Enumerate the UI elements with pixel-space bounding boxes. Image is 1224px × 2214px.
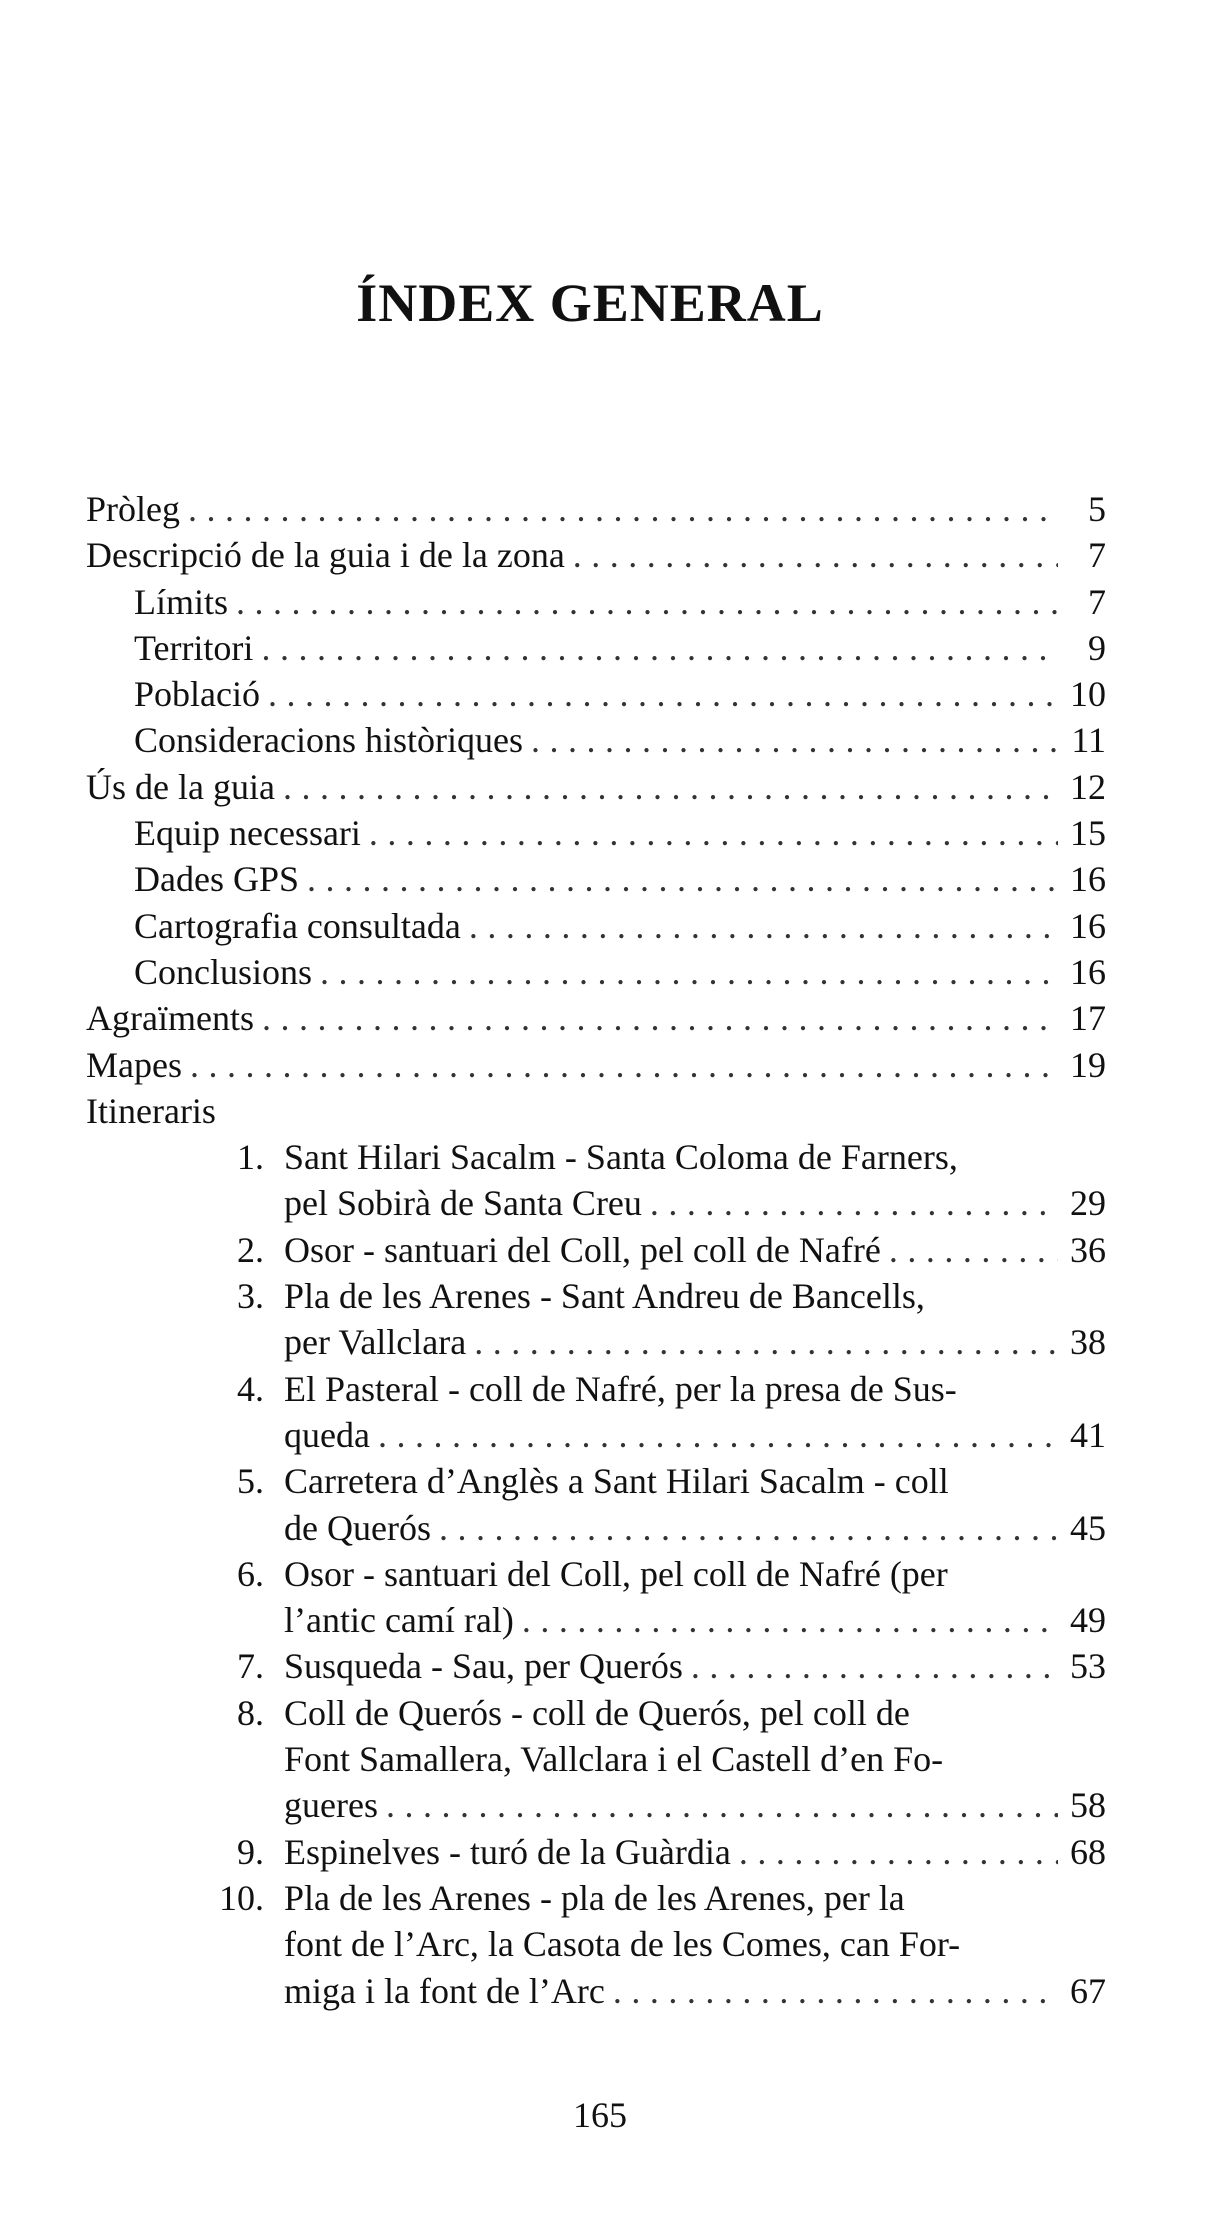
- itinerary-title-line: Osor - santuari del Coll, pel coll de Nafré: [284, 1229, 881, 1270]
- toc-entry-page: 17: [1070, 998, 1106, 1039]
- itinerary-entry[interactable]: [86, 1458, 1106, 1504]
- toc-entry-page: 11: [1071, 720, 1106, 761]
- itinerary-entry-cont[interactable]: [86, 1968, 1106, 2014]
- dot-leader: [573, 532, 1058, 578]
- toc-entry-page: 7: [1088, 535, 1106, 576]
- itinerary-title-line: miga i la font de l’Arc: [284, 1970, 605, 2011]
- toc-entry-label: Agraïments: [86, 998, 254, 1039]
- toc-entry-label: Dades GPS: [134, 859, 300, 900]
- itinerary-number: 4.: [237, 1368, 264, 1409]
- dot-leader: [236, 579, 1058, 625]
- dot-leader: [522, 1597, 1058, 1643]
- itinerary-title-line: pel Sobirà de Santa Creu: [284, 1183, 642, 1224]
- dot-leader: [188, 486, 1058, 532]
- dot-leader: [650, 1180, 1058, 1226]
- toc-entry-label: Conclusions: [134, 951, 313, 992]
- dot-leader: [613, 1968, 1058, 2014]
- toc-entry-page: 15: [1070, 813, 1106, 854]
- itinerary-title-line: Pla de les Arenes - pla de les Arenes, per la: [284, 1877, 905, 1918]
- toc-entry-itineraris[interactable]: [86, 1088, 1106, 1134]
- dot-leader: [307, 856, 1058, 902]
- toc-entry-page: 16: [1070, 951, 1106, 992]
- itinerary-number: 9.: [237, 1831, 264, 1872]
- dot-leader: [378, 1412, 1058, 1458]
- itinerary-number: 6.: [237, 1553, 264, 1594]
- dot-leader: [474, 1319, 1058, 1365]
- itinerary-title-line: de Querós: [284, 1507, 431, 1548]
- itinerary-title-line: Carretera d’Anglès a Sant Hilari Sacalm - coll: [284, 1461, 949, 1502]
- itinerary-entry-cont[interactable]: [86, 1505, 1106, 1551]
- itinerary-entry-cont[interactable]: [86, 1597, 1106, 1643]
- toc-entry-label: Cartografia consultada: [134, 905, 461, 946]
- itinerary-title-line: El Pasteral - coll de Nafré, per la presa de Sus-: [284, 1368, 957, 1409]
- toc-entry-page: 16: [1070, 905, 1106, 946]
- itinerary-entry-cont[interactable]: [86, 1319, 1106, 1365]
- itinerary-page: 41: [1070, 1414, 1106, 1455]
- itinerary-title-line: l’antic camí ral): [284, 1600, 514, 1641]
- itinerary-number: 2.: [237, 1229, 264, 1270]
- toc-entry-label: Equip necessari: [134, 813, 361, 854]
- itinerary-page: 36: [1070, 1229, 1106, 1270]
- itinerary-page: 67: [1070, 1970, 1106, 2011]
- dot-leader: [691, 1643, 1058, 1689]
- toc-entry-page: 5: [1088, 489, 1106, 529]
- itinerary-entry-cont[interactable]: [86, 1180, 1106, 1226]
- itinerary-entry-cont[interactable]: [86, 1921, 1106, 1967]
- itinerary-title-line: gueres: [284, 1785, 378, 1826]
- itinerary-number: 8.: [237, 1692, 264, 1733]
- toc-entry-page: 12: [1070, 766, 1106, 807]
- itinerary-page: 45: [1070, 1507, 1106, 1548]
- itinerary-number: 3.: [237, 1276, 264, 1317]
- itinerary-title-line: queda: [284, 1414, 370, 1455]
- itinerary-entry-cont[interactable]: [86, 1736, 1106, 1782]
- toc-entry-territori[interactable]: [86, 625, 1106, 671]
- toc-entry-equip[interactable]: [86, 810, 1106, 856]
- itinerary-entry[interactable]: [86, 1273, 1106, 1319]
- toc-entry-page: 10: [1070, 674, 1106, 715]
- itinerary-entry[interactable]: [86, 1551, 1106, 1597]
- itinerary-number: 10.: [219, 1877, 264, 1918]
- toc-entry-mapes[interactable]: [86, 1042, 1106, 1088]
- dot-leader: [889, 1227, 1058, 1273]
- dot-leader: [190, 1042, 1058, 1088]
- page-title: ÍNDEX GENERAL: [356, 273, 824, 333]
- dot-leader: [739, 1829, 1058, 1875]
- toc-entry-cartografia[interactable]: [86, 903, 1106, 949]
- itinerary-number: 1.: [237, 1137, 264, 1178]
- dot-leader: [262, 995, 1058, 1041]
- toc-entry-us-guia[interactable]: [86, 764, 1106, 810]
- toc-entry-label: Límits: [134, 581, 229, 622]
- dot-leader: [283, 764, 1058, 810]
- toc-entry-label: Pròleg: [86, 489, 180, 529]
- itinerary-title-line: per Vallclara: [284, 1322, 467, 1363]
- itinerary-entry[interactable]: [86, 1690, 1106, 1736]
- toc-entry-label: Itineraris: [86, 1090, 216, 1131]
- dot-leader: [386, 1782, 1058, 1828]
- itinerary-entry[interactable]: [86, 1227, 1106, 1273]
- itinerary-page: 58: [1070, 1785, 1106, 1826]
- toc-entry-label: Territori: [134, 627, 254, 668]
- toc-entry-page: 16: [1070, 859, 1106, 900]
- itinerary-entry[interactable]: [86, 1643, 1106, 1689]
- itinerary-page: 68: [1070, 1831, 1106, 1872]
- toc-entry-agraiments[interactable]: [86, 995, 1106, 1041]
- dot-leader: [261, 625, 1058, 671]
- itinerary-title-line: Font Samallera, Vallclara i el Castell d’en Fo-: [284, 1739, 944, 1780]
- itinerary-title-line: font de l’Arc, la Casota de les Comes, can For-: [284, 1924, 961, 1965]
- itinerary-page: 38: [1070, 1322, 1106, 1363]
- toc-entry-gps[interactable]: [86, 856, 1106, 902]
- itinerary-entry-cont[interactable]: [86, 1782, 1106, 1828]
- page-number: 165: [573, 2095, 627, 2135]
- itinerary-title-line: Susqueda - Sau, per Querós: [284, 1646, 683, 1687]
- toc-entry-descripcio[interactable]: [86, 532, 1106, 578]
- toc-entry-label: Mapes: [86, 1044, 182, 1085]
- itinerary-page: 49: [1070, 1600, 1106, 1641]
- itinerary-title-line: Osor - santuari del Coll, pel coll de Nafré (per: [284, 1553, 948, 1594]
- dot-leader: [320, 949, 1058, 995]
- itinerary-page: 29: [1070, 1183, 1106, 1224]
- itinerary-number: 7.: [237, 1646, 264, 1687]
- toc-entry-proleg[interactable]: [86, 486, 1106, 532]
- toc-entry-label: Descripció de la guia i de la zona: [86, 535, 565, 576]
- table-of-contents: [86, 486, 1106, 2014]
- itinerary-entry[interactable]: [86, 1875, 1106, 1921]
- itinerary-entry[interactable]: [86, 1134, 1106, 1180]
- toc-entry-label: Consideracions històriques: [134, 720, 523, 761]
- toc-entry-consideracions[interactable]: [86, 717, 1106, 763]
- toc-entry-page: 19: [1070, 1044, 1106, 1085]
- itinerary-title-line: Sant Hilari Sacalm - Santa Coloma de Farners,: [284, 1137, 958, 1178]
- dot-leader: [268, 671, 1058, 717]
- toc-entry-poblacio[interactable]: [86, 671, 1106, 717]
- toc-entry-limits[interactable]: [86, 579, 1106, 625]
- itinerary-entry-cont[interactable]: [86, 1412, 1106, 1458]
- toc-entry-page: 7: [1088, 581, 1106, 622]
- itinerary-title-line: Espinelves - turó de la Guàrdia: [284, 1831, 731, 1872]
- dot-leader: [531, 717, 1058, 763]
- itinerary-entry[interactable]: [86, 1829, 1106, 1875]
- toc-entry-page: 9: [1088, 627, 1106, 668]
- toc-entry-conclusions[interactable]: [86, 949, 1106, 995]
- toc-entry-label: Ús de la guia: [86, 766, 275, 807]
- itinerary-entry[interactable]: [86, 1366, 1106, 1412]
- itinerary-page: 53: [1070, 1646, 1106, 1687]
- toc-entry-label: Població: [134, 674, 260, 715]
- itinerary-title-line: Coll de Querós - coll de Querós, pel coll de: [284, 1692, 910, 1733]
- dot-leader: [439, 1505, 1058, 1551]
- dot-leader: [469, 903, 1058, 949]
- itinerary-title-line: Pla de les Arenes - Sant Andreu de Bancells,: [284, 1276, 925, 1317]
- dot-leader: [369, 810, 1058, 856]
- itinerary-number: 5.: [237, 1461, 264, 1502]
